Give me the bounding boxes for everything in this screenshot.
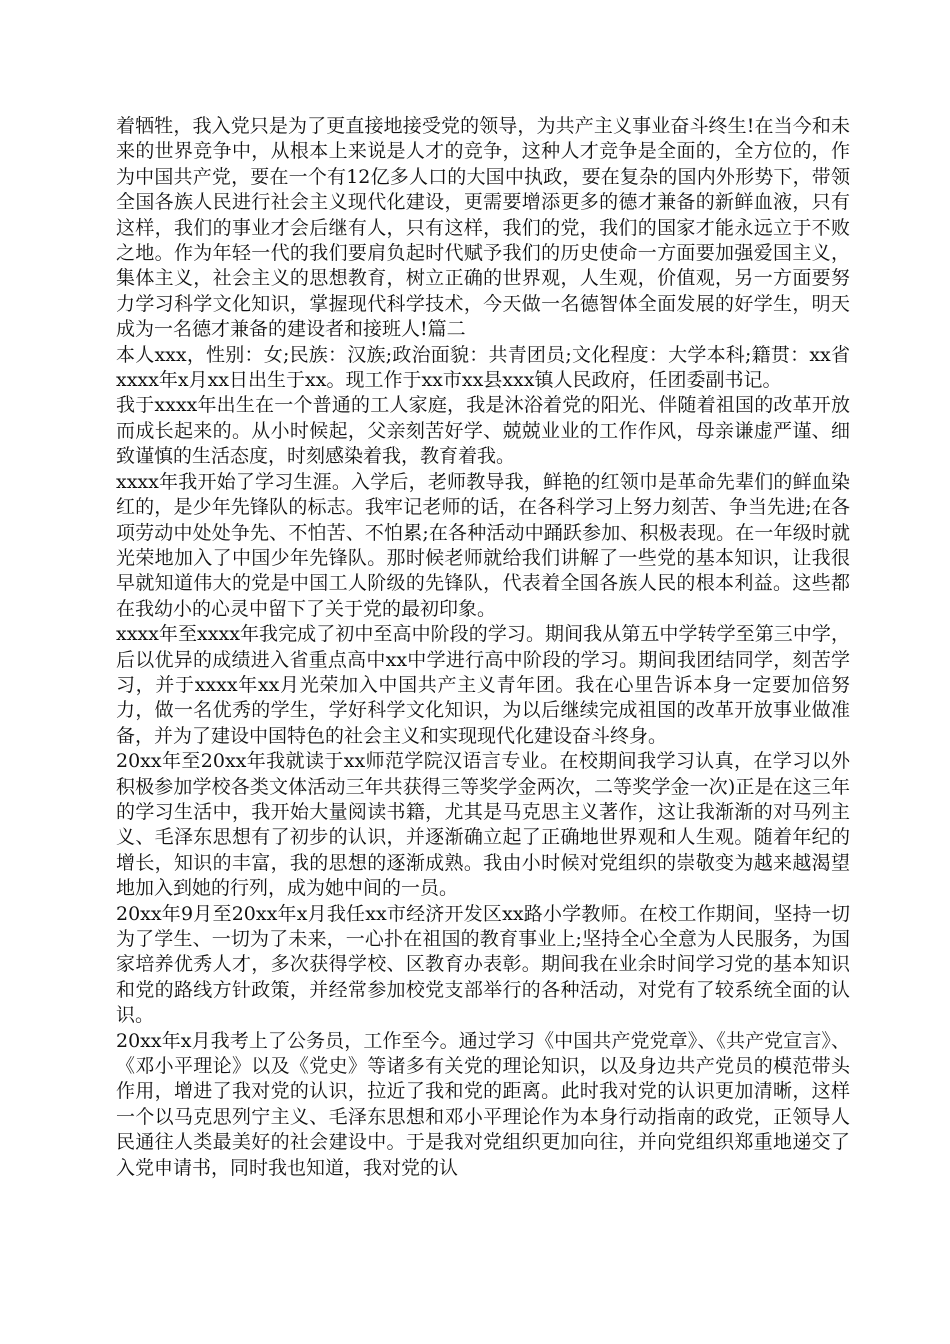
paragraph-1: 着牺牲，我入党只是为了更直接地接受党的领导，为共产主义事业奋斗终生!在当今和未来的世界竞争中，从根本上来说是人才的竞争，这种人才竞争是全面的，全方位的，作为中国共产党，要在一个有12亿多人口的大国中执政，要在复杂的国内外形势下，带领全国各族人民进行社会主义现代化建设，更需要增添更多的德才兼备的新鲜血液，只有这样，我们的事业才会后继有人，只有这样，我们的党，我们的国家才能永远立于不败之地。作为年轻一代的我们要肩负起时代赋予我们的历史使命一方面要加强爱国主义，集体主义，社会主义的思想教育，树立正确的世界观，人生观，价值观，另一方面要努力学习科学文化知识，掌握现代科学技术，今天做一名德智体全面发展的好学生，明天成为一名德才兼备的建设者和接班人!篇二 — [116, 115, 850, 341]
paragraph-7: 20xx年9月至20xx年x月我任xx市经济开发区xx路小学教师。在校工作期间，坚持一切为了学生、一切为了未来，一心扑在祖国的教育事业上;坚持全心全意为人民服务，为国家培养优秀人才，多次获得学校、区教育办表彰。期间我在业余时间学习党的基本知识和党的路线方针政策，并经常参加校党支部举行的各种活动，对党有了较系统全面的认识。 — [116, 902, 850, 1027]
paragraph-4: xxxx年我开始了学习生涯。入学后，老师教导我，鲜艳的红领巾是革命先辈们的鲜血染红的，是少年先锋队的标志。我牢记老师的话，在各科学习上努力刻苦、争当先进;在各项劳动中处处争先、不怕苦、不怕累;在各种活动中踊跃参加、积极表现。在一年级时就光荣地加入了中国少年先锋队。那时候老师就给我们讲解了一些党的基本知识，让我很早就知道伟大的党是中国工人阶级的先锋队，代表着全国各族人民的根本利益。这些都在我幼小的心灵中留下了关于党的最初印象。 — [116, 470, 850, 620]
paragraph-2: 本人xxx，性别：女;民族：汉族;政治面貌：共青团员;文化程度：大学本科;籍贯：xx省xxxx年x月xx日出生于xx。现工作于xx市xx县xxx镇人民政府，任团委副书记。 — [116, 343, 850, 392]
document-body — [116, 114, 850, 1181]
paragraph-6: 20xx年至20xx年我就读于xx师范学院汉语言专业。在校期间我学习认真，在学习以外积极参加学校各类文体活动三年共获得三等奖学金两次，二等奖学金一次)正是在这三年的学习生活中，我开始大量阅读书籍，尤其是马克思主义著作，这让我渐渐的对马列主义、毛泽东思想有了初步的认识，并逐渐确立起了正确地世界观和人生观。随着年纪的增长，知识的丰富，我的思想的逐渐成熟。我由小时候对党组织的崇敬变为越来越渴望地加入到她的行列，成为她中间的一员。 — [116, 750, 850, 900]
paragraph-5: xxxx年至xxxx年我完成了初中至高中阶段的学习。期间我从第五中学转学至第三中学，后以优异的成绩进入省重点高中xx中学进行高中阶段的学习。期间我团结同学，刻苦学习，并于xxxx年xx月光荣加入中国共产主义青年团。我在心里告诉本身一定要加倍努力，做一名优秀的学生，学好科学文化知识，为以后继续完成祖国的改革开放事业做准备，并为了建设中国特色的社会主义和实现现代化建设奋斗终身。 — [116, 623, 850, 747]
paragraph-3: 我于xxxx年出生在一个普通的工人家庭，我是沐浴着党的阳光、伴随着祖国的改革开放而成长起来的。从小时候起，父亲刻苦好学、兢兢业业的工作作风，母亲谦虚严谨、细致谨慎的生活态度，时刻感染着我，教育着我。 — [116, 394, 850, 468]
paragraph-8: 20xx年x月我考上了公务员，工作至今。通过学习《中国共产党党章》、《共产党宣言》、《邓小平理论》以及《党史》等诸多有关党的理论知识，以及身边共产党员的模范带头作用，增进了我对党的认识，拉近了我和党的距离。此时我对党的认识更加清晰，这样一个以马克思列宁主义、毛泽东思想和邓小平理论作为本身行动指南的政党，正领导人民通往人类最美好的社会建设中。于是我对党组织更加向往，并向党组织郑重地递交了入党申请书，同时我也知道，我对党的认 — [116, 1029, 850, 1179]
